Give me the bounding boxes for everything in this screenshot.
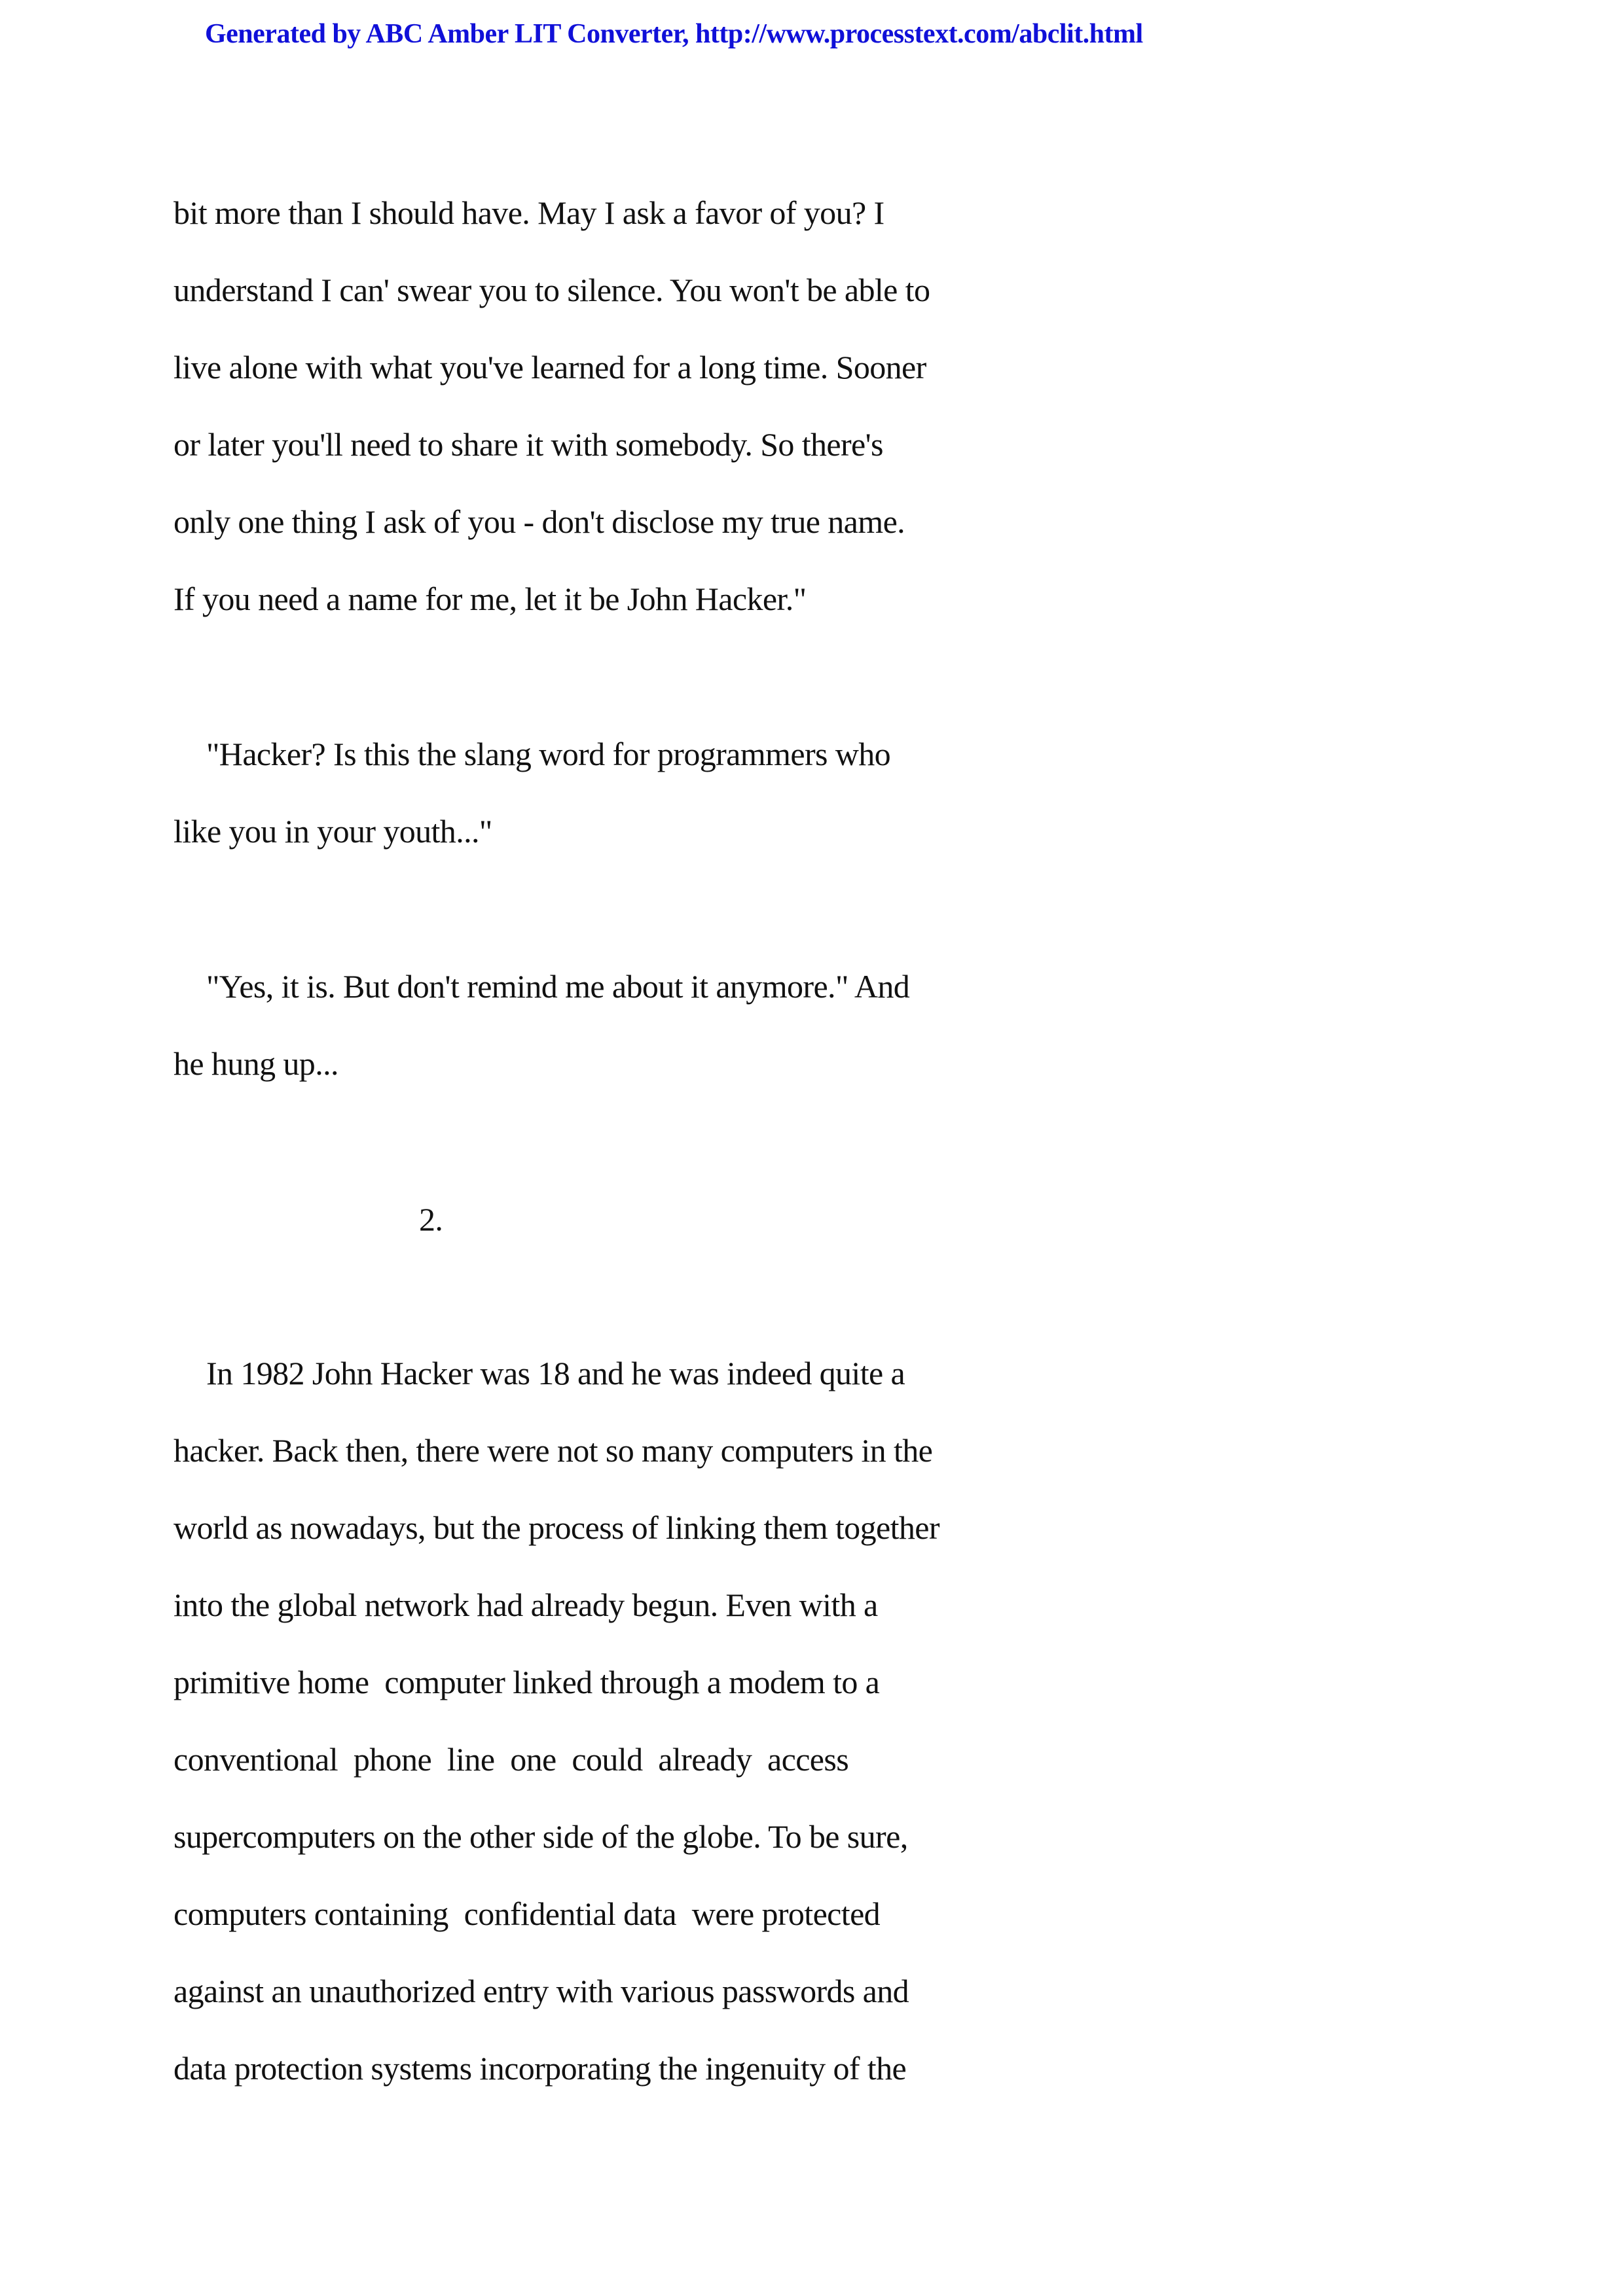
text-line: live alone with what you've learned for a long time. Sooner xyxy=(173,349,926,386)
text-line: bit more than I should have. May I ask a favor of you? I xyxy=(173,194,884,231)
text-line: into the global network had already begun. Even with a xyxy=(173,1587,878,1623)
text-line: against an unauthorized entry with various passwords and xyxy=(173,1973,909,2009)
text-line: If you need a name for me, let it be John Hacker." xyxy=(173,581,807,617)
text-line: computers containing confidential data were protected xyxy=(173,1895,881,1932)
text-line: data protection systems incorporating the ingenuity of the xyxy=(173,2050,907,2087)
text-line: "Hacker? Is this the slang word for programmers who xyxy=(206,736,891,772)
text-line: world as nowadays, but the process of linking them together xyxy=(173,1509,939,1546)
text-line: In 1982 John Hacker was 18 and he was indeed quite a xyxy=(206,1355,905,1391)
text-line: conventional phone line one could already access xyxy=(173,1741,849,1778)
text-line: primitive home computer linked through a modem to a xyxy=(173,1664,880,1700)
text-line: "Yes, it is. But don't remind me about it anymore." And xyxy=(206,968,910,1005)
text-line: only one thing I ask of you - don't disclose my true name. xyxy=(173,503,905,540)
text-line: understand I can' swear you to silence. You won't be able to xyxy=(173,272,930,308)
text-line: or later you'll need to share it with somebody. So there's xyxy=(173,426,883,463)
text-line: hacker. Back then, there were not so many computers in the xyxy=(173,1432,933,1469)
converter-banner: Generated by ABC Amber LIT Converter, http://www.processtext.com/abclit.html xyxy=(205,19,1143,49)
text-line: supercomputers on the other side of the globe. To be sure, xyxy=(173,1818,908,1855)
chapter-number: 2. xyxy=(419,1201,443,1238)
text-line: like you in your youth..." xyxy=(173,813,492,850)
text-line: he hung up... xyxy=(173,1045,338,1082)
